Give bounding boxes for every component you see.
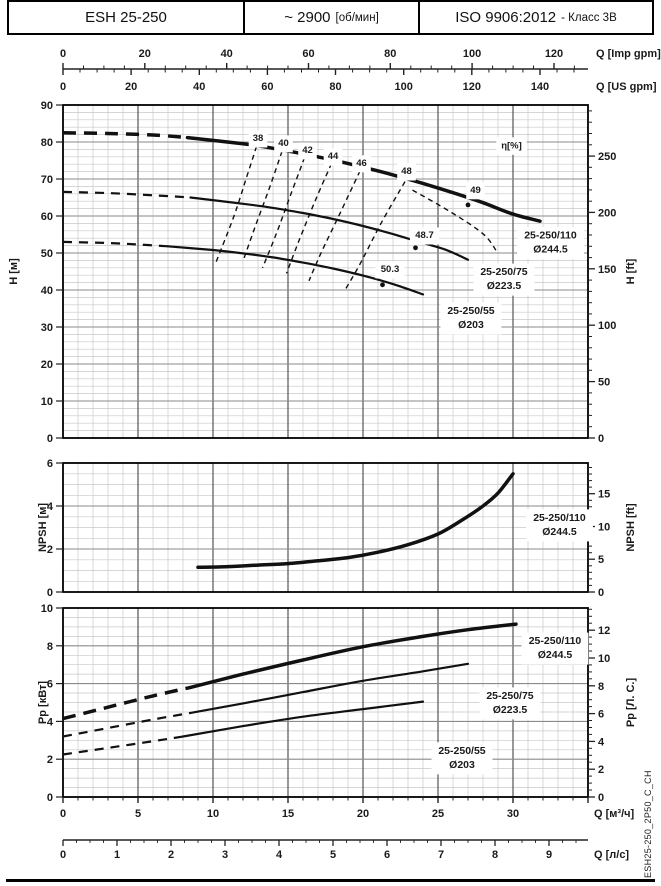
svg-text:0: 0 [46, 587, 53, 599]
svg-text:0: 0 [598, 433, 605, 445]
svg-text:49: 49 [470, 184, 481, 196]
svg-text:120: 120 [462, 81, 481, 93]
svg-text:25-250/55: 25-250/55 [447, 305, 495, 317]
svg-text:Ø244.5: Ø244.5 [542, 525, 577, 538]
drawing-code: ESH25-250_2P50_C_CH [643, 770, 653, 878]
svg-text:12: 12 [598, 625, 611, 638]
svg-text:100: 100 [394, 81, 413, 93]
pump-model: ESH 25-250 [85, 9, 167, 26]
efficiency-label-38 [249, 131, 268, 148]
label-25-250/75 [474, 264, 535, 296]
svg-text:46: 46 [356, 157, 367, 169]
curve-25-250/75 [191, 664, 469, 713]
svg-text:140: 140 [530, 81, 550, 93]
svg-text:0: 0 [46, 433, 53, 445]
svg-text:20: 20 [138, 48, 151, 60]
svg-text:25: 25 [431, 808, 445, 820]
svg-text:0: 0 [598, 587, 605, 599]
svg-text:Q [л/с]: Q [л/с] [594, 849, 630, 861]
svg-text:250: 250 [598, 151, 617, 164]
pump-speed-unit: [об/мин] [335, 11, 379, 24]
svg-text:40: 40 [40, 285, 53, 297]
svg-text:15: 15 [281, 808, 295, 820]
svg-text:3: 3 [221, 849, 229, 861]
power-chart [37, 603, 637, 804]
svg-text:15: 15 [598, 488, 611, 501]
curve-25-250/110-dashed [63, 687, 191, 718]
efficiency-value-50.3 [375, 262, 404, 279]
svg-text:40: 40 [193, 81, 206, 93]
svg-text:10: 10 [40, 396, 53, 408]
svg-text:2: 2 [46, 754, 53, 767]
svg-text:4: 4 [46, 716, 53, 729]
svg-text:Q [м³/ч]: Q [м³/ч] [594, 808, 635, 820]
efficiency-value-49 [466, 182, 485, 199]
svg-text:6: 6 [383, 849, 391, 861]
svg-text:120: 120 [544, 48, 564, 60]
svg-text:8: 8 [46, 640, 53, 653]
bottom-flow-scales [60, 797, 635, 861]
efficiency-label-48 [397, 164, 416, 181]
npsh-y-axis-title-right: NPSH [ft] [625, 503, 637, 552]
head-y-axis-title: H [м] [8, 258, 20, 285]
svg-text:0: 0 [46, 792, 53, 804]
npsh-chart [37, 458, 637, 599]
label-25-250/55 [432, 742, 493, 774]
efficiency-label-42 [298, 142, 317, 159]
svg-text:50: 50 [598, 376, 611, 389]
svg-text:9: 9 [545, 849, 553, 861]
svg-text:8: 8 [598, 680, 605, 693]
svg-text:4: 4 [275, 849, 283, 861]
svg-text:Ø203: Ø203 [449, 758, 475, 771]
svg-text:30: 30 [40, 322, 53, 334]
svg-text:38: 38 [252, 133, 264, 144]
efficiency-point-50.3 [380, 282, 385, 287]
svg-text:200: 200 [598, 207, 617, 220]
power-y-axis-title-right: Pp [Л. С.] [625, 677, 637, 728]
svg-text:10: 10 [598, 653, 611, 665]
svg-text:50.3: 50.3 [380, 264, 400, 275]
test-standard-class: - Класс 3В [561, 11, 617, 24]
svg-text:44: 44 [327, 151, 339, 163]
svg-text:5: 5 [134, 808, 142, 820]
curve-25-250/110 [191, 624, 517, 687]
svg-text:10: 10 [598, 521, 611, 534]
label-25-250/110 [522, 633, 589, 665]
svg-text:48.7: 48.7 [415, 230, 434, 241]
svg-text:2: 2 [46, 544, 53, 556]
svg-text:Ø223.5: Ø223.5 [486, 280, 522, 293]
head-y-axis-title-right: H [ft] [625, 258, 637, 285]
top-flow-scales [60, 48, 661, 93]
efficiency-value-48.7 [410, 228, 439, 245]
svg-text:5: 5 [598, 554, 605, 567]
efficiency-label-44 [324, 149, 343, 166]
svg-text:0: 0 [598, 792, 605, 804]
svg-text:2: 2 [167, 849, 175, 861]
svg-text:0: 0 [59, 849, 67, 861]
svg-text:80: 80 [329, 81, 342, 93]
label-25-250/75 [480, 687, 541, 719]
svg-text:60: 60 [261, 81, 274, 93]
svg-text:30: 30 [506, 808, 520, 820]
bottom-border [6, 879, 655, 882]
label-25-250/110 [526, 509, 593, 541]
svg-text:42: 42 [302, 144, 313, 156]
eta-axis-label [496, 137, 526, 155]
label-25-250/55 [441, 303, 502, 335]
svg-text:100: 100 [598, 320, 617, 333]
svg-text:6: 6 [46, 678, 53, 691]
svg-text:50: 50 [40, 248, 53, 260]
svg-text:60: 60 [302, 48, 315, 60]
svg-text:80: 80 [40, 137, 53, 149]
svg-text:25-250/110: 25-250/110 [524, 229, 577, 242]
svg-text:20: 20 [356, 808, 370, 820]
efficiency-line-44 [287, 164, 332, 274]
svg-text:25-250/75: 25-250/75 [486, 689, 534, 702]
svg-text:48: 48 [401, 166, 412, 177]
svg-text:4: 4 [46, 501, 53, 513]
curve-25-250/110-dashed [63, 133, 188, 138]
svg-text:Ø223.5: Ø223.5 [492, 703, 528, 716]
svg-text:0: 0 [59, 48, 67, 60]
svg-text:40: 40 [220, 48, 233, 60]
svg-text:70: 70 [40, 174, 53, 186]
svg-text:100: 100 [462, 48, 482, 60]
efficiency-point-49 [466, 203, 471, 208]
curve-25-250/75-dashed [63, 713, 191, 737]
svg-text:150: 150 [598, 263, 617, 276]
svg-text:Q [US gpm]: Q [US gpm] [596, 81, 657, 93]
efficiency-label-40 [274, 135, 293, 152]
svg-text:2: 2 [598, 764, 605, 777]
svg-text:0: 0 [59, 808, 67, 820]
npsh-y-axis-title: NPSH [м] [37, 502, 49, 553]
power-y-axis-title: Pp [кВт] [37, 680, 49, 725]
svg-text:0: 0 [59, 81, 67, 93]
svg-text:1: 1 [113, 849, 121, 861]
svg-text:25-250/110: 25-250/110 [533, 511, 586, 524]
svg-text:90: 90 [40, 100, 53, 112]
svg-text:25-250/75: 25-250/75 [480, 266, 528, 279]
svg-text:5: 5 [329, 849, 337, 861]
svg-text:10: 10 [206, 808, 220, 820]
svg-text:7: 7 [437, 849, 445, 861]
svg-text:η[%]: η[%] [501, 140, 522, 152]
efficiency-label-46 [352, 155, 371, 172]
svg-text:6: 6 [46, 458, 53, 470]
svg-text:4: 4 [598, 736, 605, 749]
svg-text:6: 6 [598, 708, 605, 721]
svg-text:Ø244.5: Ø244.5 [537, 649, 573, 662]
pump-speed: ~ 2900 [284, 9, 331, 26]
svg-text:20: 20 [124, 81, 138, 93]
svg-text:60: 60 [40, 211, 53, 223]
test-standard: ISO 9906:2012 [455, 9, 557, 26]
curve-25-250/75-dashed [63, 192, 191, 198]
head-chart [8, 100, 637, 445]
svg-text:Ø203: Ø203 [458, 319, 484, 331]
svg-text:40: 40 [278, 137, 289, 149]
efficiency-point-48.7 [413, 245, 418, 250]
svg-text:25-250/55: 25-250/55 [438, 744, 486, 757]
svg-text:8: 8 [491, 849, 499, 861]
svg-text:10: 10 [40, 603, 53, 615]
svg-text:Q [Imp gpm]: Q [Imp gpm] [596, 48, 661, 60]
svg-text:20: 20 [40, 359, 53, 371]
curve-25-250/110 [198, 474, 513, 568]
svg-text:25-250/110: 25-250/110 [528, 635, 582, 648]
svg-text:80: 80 [384, 48, 397, 60]
svg-text:Ø244.5: Ø244.5 [533, 243, 568, 256]
label-25-250/110 [517, 227, 584, 259]
